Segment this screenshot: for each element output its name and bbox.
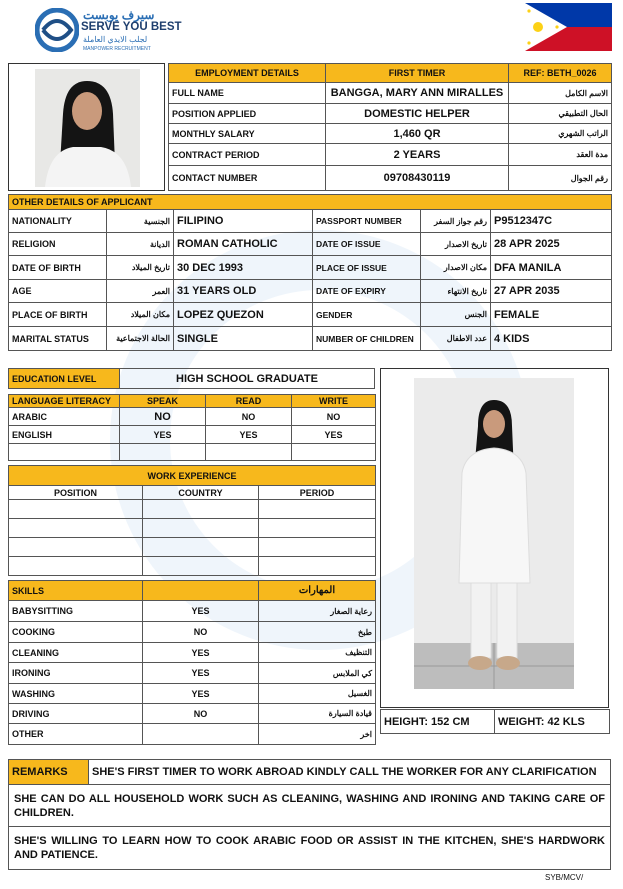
- field-label: NUMBER OF CHILDREN: [313, 327, 421, 351]
- skill-value: YES: [143, 643, 259, 663]
- skill-value: YES: [143, 601, 259, 622]
- skills-header-arabic: المهارات: [259, 581, 376, 601]
- skill-value: [143, 724, 259, 745]
- remarks-line-3: SHE'S WILLING TO LEARN HOW TO COOK ARABIC FOOD OR ASSIST IN THE KITCHEN, SHE'S HARDWORK AND PATIENCE.: [9, 827, 611, 870]
- field-label-arabic: رقم جواز السفر: [421, 210, 491, 233]
- column-header: WRITE: [292, 395, 376, 408]
- skill-label: DRIVING: [9, 704, 143, 724]
- field-label-arabic: الحالة الاجتماعية: [107, 327, 174, 351]
- field-label-arabic: الديانة: [107, 233, 174, 256]
- column-header: SPEAK: [120, 395, 206, 408]
- skills-table: [8, 580, 375, 744]
- skill-value: NO: [143, 704, 259, 724]
- remarks-line-1: SHE'S FIRST TIMER TO WORK ABROAD KINDLY CALL THE WORKER FOR ANY CLARIFICATION: [89, 760, 611, 785]
- skill-label: WASHING: [9, 684, 143, 704]
- field-label-arabic: رقم الجوال: [509, 166, 612, 191]
- applicant-status: FIRST TIMER: [326, 64, 509, 83]
- marital-status-value: SINGLE: [174, 327, 313, 351]
- read-value: YES: [206, 426, 292, 444]
- applicant-headshot-photo: [35, 69, 140, 187]
- field-label: PASSPORT NUMBER: [313, 210, 421, 233]
- field-label: DATE OF EXPIRY: [313, 280, 421, 303]
- field-label: PLACE OF ISSUE: [313, 256, 421, 280]
- field-label-arabic: تاريخ الاصدار: [421, 233, 491, 256]
- field-label-arabic: مدة العقد: [509, 144, 612, 166]
- field-label-arabic: الراتب الشهري: [509, 124, 612, 144]
- full-name-value: BANGGA, MARY ANN MIRALLES: [326, 83, 509, 104]
- write-value: YES: [292, 426, 376, 444]
- language-name: ARABIC: [9, 408, 120, 426]
- field-label-arabic: الاسم الكامل: [509, 83, 612, 104]
- field-label-arabic: الجنس: [421, 303, 491, 327]
- field-label-arabic: العمر: [107, 280, 174, 303]
- other-details-header: OTHER DETAILS OF APPLICANT: [9, 195, 612, 210]
- work-experience-header: WORK EXPERIENCE: [9, 466, 376, 486]
- employment-header: EMPLOYMENT DETAILS: [169, 64, 326, 83]
- education-value: HIGH SCHOOL GRADUATE: [120, 369, 375, 389]
- company-logo: [35, 6, 182, 54]
- contract-value: 2 YEARS: [326, 144, 509, 166]
- issue-place-value: DFA MANILA: [491, 256, 612, 280]
- field-label: RELIGION: [9, 233, 107, 256]
- skill-label: BABYSITTING: [9, 601, 143, 622]
- applicant-fullbody-frame: [380, 368, 609, 708]
- field-label: MONTHLY SALARY: [169, 124, 326, 144]
- write-value: NO: [292, 408, 376, 426]
- applicant-fullbody-photo: [414, 378, 574, 689]
- employment-details: [168, 63, 611, 190]
- philippines-flag-icon: [525, 3, 612, 51]
- logo-arabic: سيرف يوبست: [83, 8, 155, 22]
- applicant-headshot-frame: [8, 63, 165, 191]
- logo-icon: [35, 8, 79, 52]
- passport-value: P9512347C: [491, 210, 612, 233]
- height-value: HEIGHT: 152 CM: [381, 710, 495, 734]
- remarks-label: REMARKS: [9, 760, 89, 785]
- age-value: 31 YEARS OLD: [174, 280, 313, 303]
- birth-place-value: LOPEZ QUEZON: [174, 303, 313, 327]
- skill-label: CLEANING: [9, 643, 143, 663]
- field-label: PLACE OF BIRTH: [9, 303, 107, 327]
- remarks-section: [8, 759, 611, 869]
- expiry-date-value: 27 APR 2035: [491, 280, 612, 303]
- skill-label-arabic: طبخ: [259, 622, 376, 643]
- nationality-value: FILIPINO: [174, 210, 313, 233]
- language-literacy: [8, 394, 375, 460]
- speak-value: YES: [120, 426, 206, 444]
- field-label: CONTACT NUMBER: [169, 166, 326, 191]
- language-header: LANGUAGE LITERACY: [9, 395, 120, 408]
- logo-sub: MANPOWER RECRUITMENT: [83, 46, 151, 52]
- skill-value: YES: [143, 663, 259, 684]
- field-label: POSITION APPLIED: [169, 104, 326, 124]
- field-label: NATIONALITY: [9, 210, 107, 233]
- children-value: 4 KIDS: [491, 327, 612, 351]
- contact-value: 09708430119: [326, 166, 509, 191]
- skill-label: OTHER: [9, 724, 143, 745]
- education-label: EDUCATION LEVEL: [9, 369, 120, 389]
- skill-label-arabic: كي الملابس: [259, 663, 376, 684]
- skill-value: YES: [143, 684, 259, 704]
- skill-label-arabic: الغسيل: [259, 684, 376, 704]
- column-header: PERIOD: [259, 486, 376, 500]
- education-level: [8, 368, 375, 389]
- skill-label-arabic: اخر: [259, 724, 376, 745]
- physical-stats: [380, 709, 609, 734]
- field-label-arabic: تاريخ الميلاد: [107, 256, 174, 280]
- skill-label-arabic: التنظيف: [259, 643, 376, 663]
- footer-code: SYB/MCV/: [545, 873, 584, 882]
- column-header: POSITION: [9, 486, 143, 500]
- skill-label: IRONING: [9, 663, 143, 684]
- field-label: AGE: [9, 280, 107, 303]
- salary-value: 1,460 QR: [326, 124, 509, 144]
- skill-label-arabic: رعاية الصغار: [259, 601, 376, 622]
- skills-header: SKILLS: [9, 581, 143, 601]
- read-value: NO: [206, 408, 292, 426]
- weight-value: WEIGHT: 42 KLS: [495, 710, 610, 734]
- skill-label: COOKING: [9, 622, 143, 643]
- work-experience: [8, 465, 375, 575]
- issue-date-value: 28 APR 2025: [491, 233, 612, 256]
- field-label: FULL NAME: [169, 83, 326, 104]
- field-label-arabic: عدد الاطفال: [421, 327, 491, 351]
- religion-value: ROMAN CATHOLIC: [174, 233, 313, 256]
- birth-date-value: 30 DEC 1993: [174, 256, 313, 280]
- skill-label-arabic: قيادة السيارة: [259, 704, 376, 724]
- field-label: DATE OF ISSUE: [313, 233, 421, 256]
- speak-value: NO: [120, 408, 206, 426]
- gender-value: FEMALE: [491, 303, 612, 327]
- logo-arabic-sub: لجلب الايدي العاملة: [83, 35, 148, 44]
- other-details: [8, 194, 611, 350]
- field-label: GENDER: [313, 303, 421, 327]
- field-label: MARITAL STATUS: [9, 327, 107, 351]
- remarks-line-2: SHE CAN DO ALL HOUSEHOLD WORK SUCH AS CLEANING, WASHING AND IRONING AND TAKING CARE OF CHILDREN.: [9, 785, 611, 827]
- field-label-arabic: الجنسية: [107, 210, 174, 233]
- field-label: CONTRACT PERIOD: [169, 144, 326, 166]
- field-label-arabic: مكان الميلاد: [107, 303, 174, 327]
- field-label-arabic: الحال التطبيقي: [509, 104, 612, 124]
- language-name: ENGLISH: [9, 426, 120, 444]
- logo-name: SERVE YOU BEST: [81, 21, 182, 33]
- skill-value: NO: [143, 622, 259, 643]
- position-value: DOMESTIC HELPER: [326, 104, 509, 124]
- field-label: DATE OF BIRTH: [9, 256, 107, 280]
- column-header: READ: [206, 395, 292, 408]
- field-label-arabic: تاريخ الانتهاء: [421, 280, 491, 303]
- column-header: COUNTRY: [143, 486, 259, 500]
- reference-number: REF: BETH_0026: [509, 64, 612, 83]
- field-label-arabic: مكان الاصدار: [421, 256, 491, 280]
